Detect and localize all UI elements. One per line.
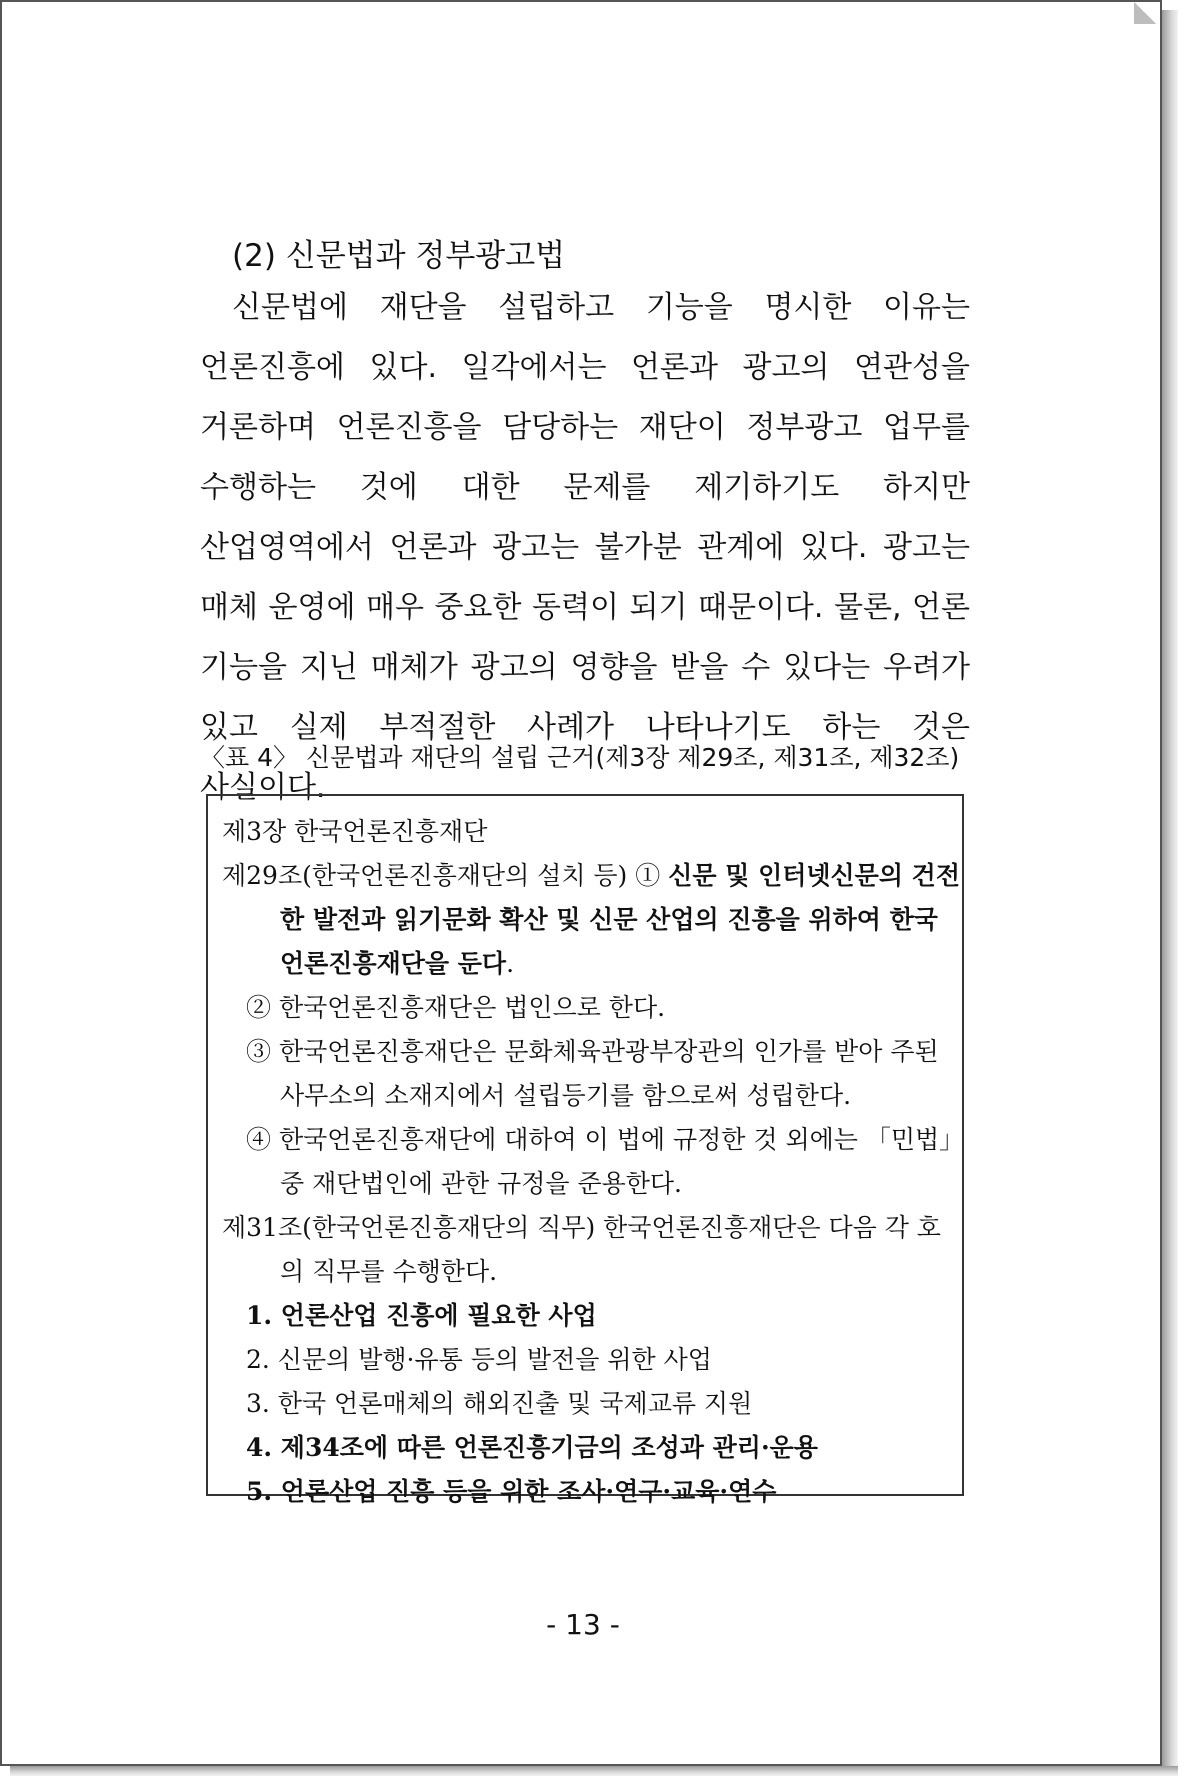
article-29-para-4a: ④ 한국언론진흥재단에 대하여 이 법에 규정한 것 외에는 「민법」 bbox=[246, 1125, 965, 1154]
article-31-line-1: 제31조(한국언론진흥재단의 직무) 한국언론진흥재단은 다음 각 호 bbox=[222, 1213, 941, 1242]
article-29-para-4b: 중 재단법인에 관한 규정을 준용한다. bbox=[280, 1169, 682, 1198]
article-31-item-2: 2. 신문의 발행·유통 등의 발전을 위한 사업 bbox=[246, 1345, 712, 1374]
paragraph-text: 신문법에 재단을 설립하고 기능을 명시한 이유는 언론진흥에 있다. 일각에서는 언론과 광고의 연관성을 거론하며 언론진흥을 담당하는 재단이 정부광고 업무를 수행하는 것에 대한 문제를 제기하기도 하지만 산업영역에서 언론과 광고는 불가분 관계에 있다. 광고는 매체 운영에 매우 중요한 동력이 되기 때문이다. 물론, 언론 기능을 지닌 매체가 광고의 영향을 받을 수 있다는 우려가 있고 실제 부적절한 사례가 나타나기도 하는 것은 사실이다. bbox=[200, 290, 970, 805]
page-fold-corner bbox=[1134, 2, 1156, 24]
article-31-item-4: 4. 제34조에 따른 언론진흥기금의 조성과 관리·운용 bbox=[246, 1433, 818, 1462]
article-29-line-1 bbox=[222, 854, 960, 898]
table-caption: 〈표 4〉 신문법과 재단의 설립 근거(제3장 제29조, 제31조, 제32조) bbox=[200, 743, 960, 772]
article-31-item-3: 3. 한국 언론매체의 해외진출 및 국제교류 지원 bbox=[246, 1389, 753, 1418]
page-shadow-right bbox=[1162, 10, 1178, 1772]
article-29-bold-1: 신문 및 인터넷신문의 건전 bbox=[668, 861, 960, 890]
article-31-item-5: 5. 언론산업 진흥 등을 위한 조사·연구·교육·연수 bbox=[246, 1477, 777, 1506]
body-paragraph bbox=[200, 278, 970, 818]
article-29-para-3b: 사무소의 소재지에서 설립등기를 함으로써 성립한다. bbox=[280, 1081, 852, 1110]
article-29-line-2: 한 발전과 읽기문화 확산 및 신문 산업의 진흥을 위하여 한국 bbox=[280, 905, 938, 934]
article-31-line-2: 의 직무를 수행한다. bbox=[280, 1257, 498, 1286]
article-29-end: . bbox=[506, 949, 515, 978]
article-31-item-1: 1. 언론산업 진흥에 필요한 사업 bbox=[246, 1301, 597, 1330]
article-29-para-3a: ③ 한국언론진흥재단은 문화체육관광부장관의 인가를 받아 주된 bbox=[246, 1037, 939, 1066]
law-excerpt-box bbox=[206, 794, 965, 1506]
page-shadow-bottom bbox=[10, 1766, 1178, 1776]
article-29-prefix: 제29조(한국언론진흥재단의 설치 등) ① bbox=[222, 861, 669, 890]
article-29-line-3 bbox=[222, 942, 948, 986]
section-heading: (2) 신문법과 정부광고법 bbox=[232, 238, 566, 274]
article-29-para-2: ② 한국언론진흥재단은 법인으로 한다. bbox=[246, 993, 666, 1022]
chapter-title: 제3장 한국언론진흥재단 bbox=[222, 817, 488, 846]
page-number: - 13 - bbox=[546, 1608, 620, 1641]
article-29-bold-3: 언론진흥재단을 둔다 bbox=[280, 949, 507, 978]
